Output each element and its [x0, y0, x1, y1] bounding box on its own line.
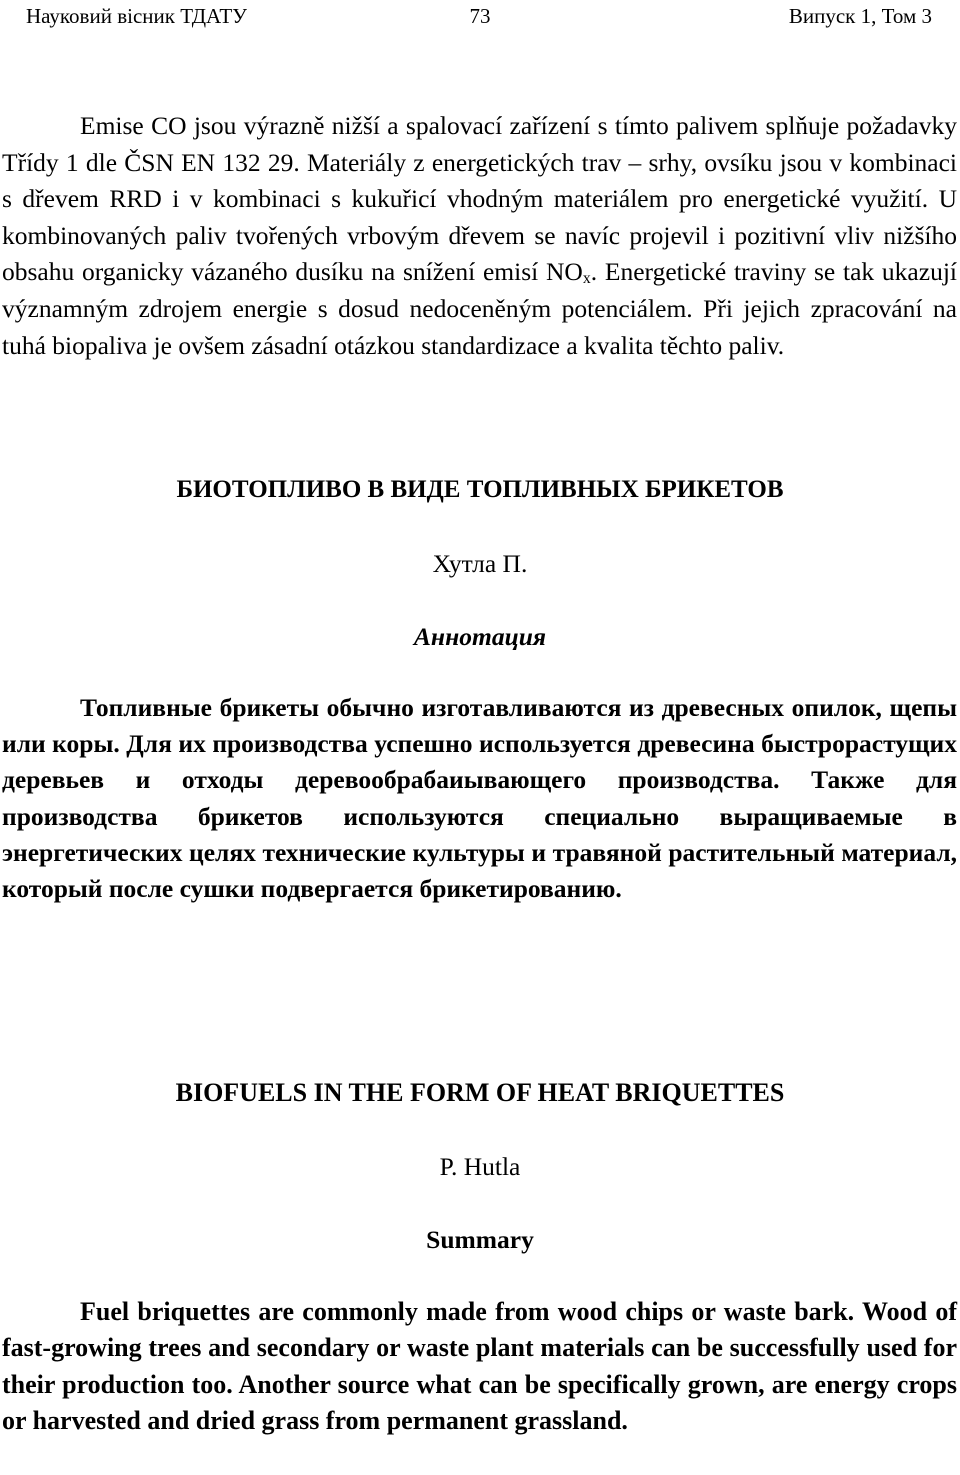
nox-subscript: x [582, 270, 591, 288]
czech-paragraph [2, 108, 957, 364]
russian-abstract-text: Топливные брикеты обычно изготавливаются из древесных опилок, щепы или коры. Для их производства успешно используется древесина быстрорастущих деревьев и отходы деревообрабаиывающего производства. Также для производства брикетов используются специально выращиваемые в энергетических целях технические культуры и травяной растительный материал, который после сушки подвергается брикетированию. [2, 693, 957, 904]
page-number: 73 [469, 4, 491, 28]
czech-paragraph-text-1: Emise CO jsou výrazně nižší a spalovací zařízení s tímto palivem splňuje požadavky Třídy 1 dle ČSN EN 132 29. Materiály z energetických trav – srhy, ovsíku jsou v kombinaci s dřevem RRD i v kombinaci s kukuřicí vhodným materiálem pro energetické využití. U kombinovaných paliv tvořených vrbovým dřevem se navíc projevil i pozitivní vliv nižšího obsahu organicky vázaného dusíku na snížení emisí NO [2, 111, 957, 287]
issue-info: Випуск 1, Том 3 [788, 4, 932, 28]
journal-name: Науковий вісник ТДАТУ [26, 4, 248, 28]
running-header [0, 0, 960, 40]
russian-author: Хутла П. [432, 549, 528, 578]
russian-abstract-heading: Аннотация [413, 622, 547, 651]
english-summary-heading: Summary [426, 1225, 534, 1254]
english-author: P. Hutla [439, 1152, 521, 1181]
english-title: BIOFUELS IN THE FORM OF HEAT BRIQUETTES [175, 1078, 785, 1107]
czech-paragraph-text-2: . Energetické traviny se tak ukazují významným zdrojem energie s dosud nedoceněným potenciálem. Při jejich zpracování na tuhá biopaliva je ovšem zásadní otázkou standardizace a kvalita těchto paliv. [2, 257, 957, 360]
russian-title: БИОТОПЛИВО В ВИДЕ ТОПЛИВНЫХ БРИКЕТОВ [176, 476, 784, 503]
english-summary-text: Fuel briquettes are commonly made from wood chips or waste bark. Wood of fast-growing trees and secondary or waste plant materials can be successfully used for their production too. Another source what can be specifically grown, are energy crops or harvested and dried grass from permanent grassland. [2, 1297, 957, 1436]
